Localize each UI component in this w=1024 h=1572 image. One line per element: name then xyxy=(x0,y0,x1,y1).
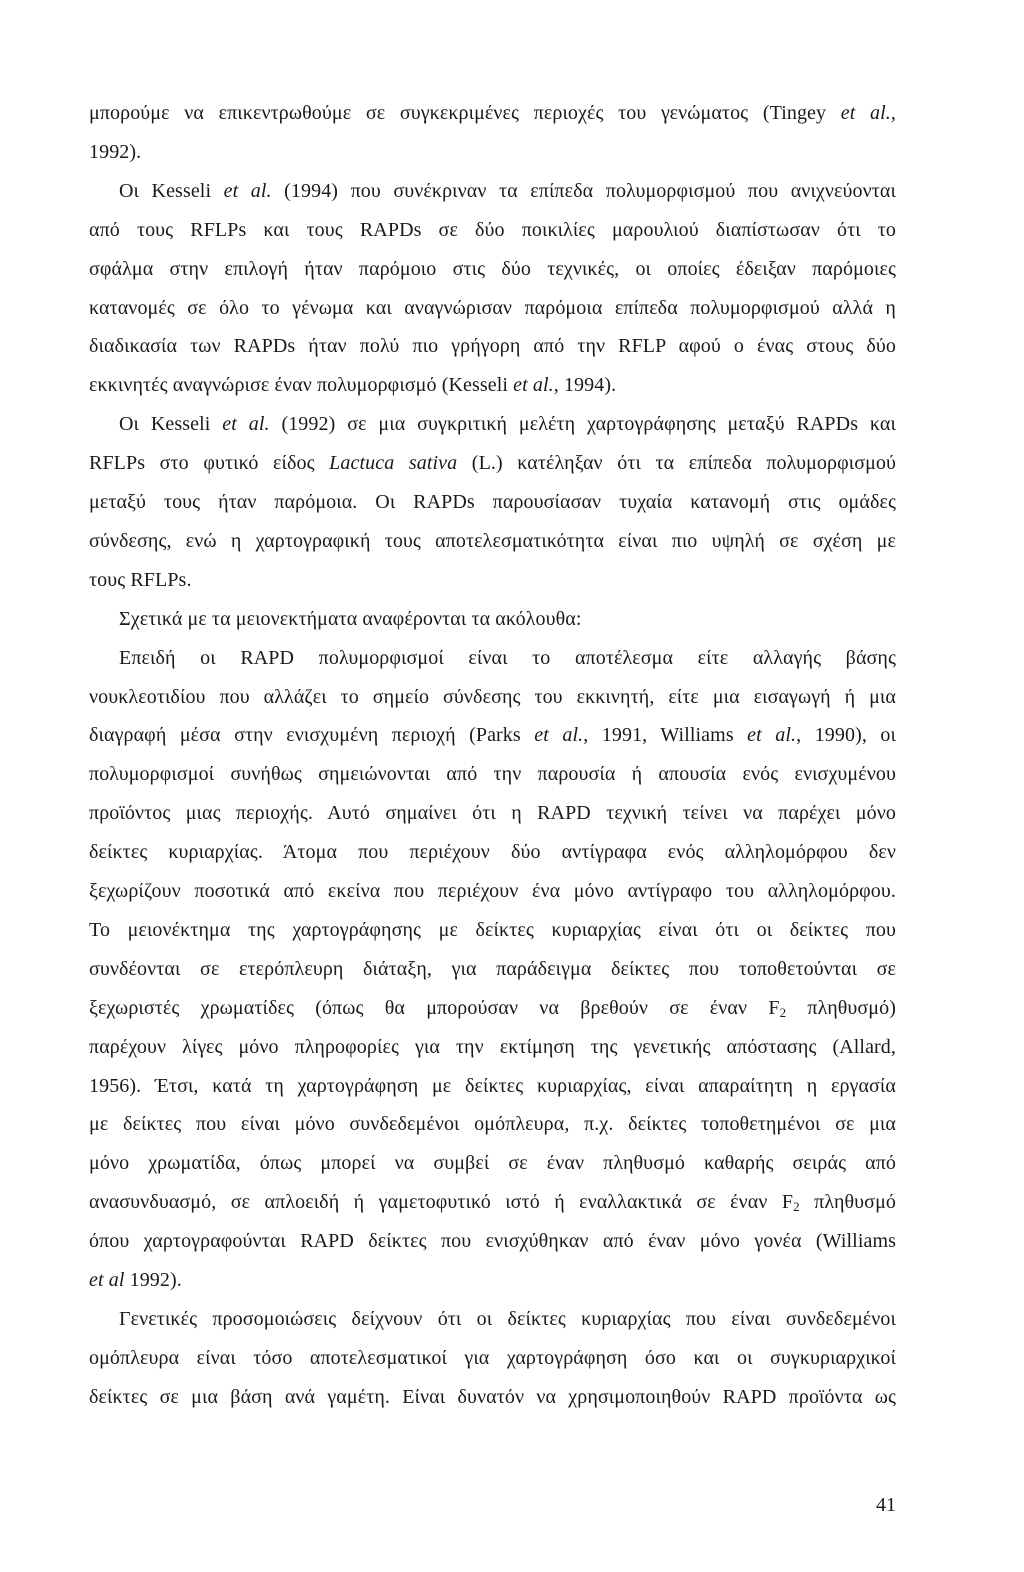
text-line: νουκλεοτιδίου που αλλάζει το σημείο σύνδεσης του εκκινητή, είτε μια εισαγωγή ή μια xyxy=(89,686,896,708)
text-line: μεταξύ τους ήταν παρόμοια. Οι RAPDs παρουσίασαν τυχαία κατανομή στις ομάδες xyxy=(89,491,896,513)
text-line: κατανομές σε όλο το γένωμα και αναγνώρισαν παρόμοια επίπεδα πολυμορφισμού αλλά η xyxy=(89,297,896,319)
text-line: παρέχουν λίγες μόνο πληροφορίες για την εκτίμηση της γενετικής απόστασης (Allard, xyxy=(89,1036,896,1058)
text-line: δείκτες σε μια βάση ανά γαμέτη. Είναι δυνατόν να χρησιμοποιηθούν RAPD προϊόντα ως xyxy=(89,1386,896,1408)
text-line: ομόπλευρα είναι τόσο αποτελεσματικοί για χαρτογράφηση όσο και οι συγκυριαρχικοί xyxy=(89,1347,896,1369)
text-line: πολυμορφισμοί συνήθως σημειώνονται από την παρουσία ή απουσία ενός ενισχυμένου xyxy=(89,763,896,785)
text-line: 1992). xyxy=(89,141,142,163)
text-line: συνδέονται σε ετερόπλευρη διάταξη, για παράδειγμα δείκτες που τοποθετούνται σε xyxy=(89,958,896,980)
text-line: Οι Kesseli et al. (1994) που συνέκριναν τα επίπεδα πολυμορφισμού που ανιχνεύονται xyxy=(119,180,896,202)
text-line: ξεχωρίζουν ποσοτικά από εκείνα που περιέχουν ένα μόνο αντίγραφο του αλληλομόρφου. xyxy=(89,880,896,902)
text-line: δείκτες κυριαρχίας. Άτομα που περιέχουν δύο αντίγραφα ενός αλληλομόρφου δεν xyxy=(89,841,896,863)
text-line: Το μειονέκτημα της χαρτογράφησης με δείκτες κυριαρχίας είναι ότι οι δείκτες που xyxy=(89,919,896,941)
text-line: σύνδεσης, ενώ η χαρτογραφική τους αποτελεσματικότητα είναι πιο υψηλή σε σχέση με xyxy=(89,530,896,552)
text-line: εκκινητές αναγνώρισε έναν πολυμορφισμό (Kesseli et al., 1994). xyxy=(89,374,617,396)
text-line: μόνο χρωματίδα, όπως μπορεί να συμβεί σε έναν πληθυσμό καθαρής σειράς από xyxy=(89,1152,896,1174)
text-line: προϊόντος μιας περιοχής. Αυτό σημαίνει ότι η RAPD τεχνική τείνει να παρέχει μόνο xyxy=(89,802,896,824)
text-line: ξεχωριστές χρωματίδες (όπως θα μπορούσαν να βρεθούν σε έναν $F_2$ πληθυσμό) xyxy=(89,997,896,1020)
text-line: Οι Kesseli et al. (1992) σε μια συγκριτική μελέτη χαρτογράφησης μεταξύ RAPDs και xyxy=(119,413,896,435)
text-line: από τους RFLPs και τους RAPDs σε δύο ποικιλίες μαρουλιού διαπίστωσαν ότι το xyxy=(89,219,896,241)
text-line: σφάλμα στην επιλογή ήταν παρόμοιο στις δύο τεχνικές, οι οποίες έδειξαν παρόμοιες xyxy=(89,258,896,280)
text-line: μπορούμε να επικεντρωθούμε σε συγκεκριμένες περιοχές του γενώματος (Tingey et al., xyxy=(89,102,896,124)
text-line: με δείκτες που είναι μόνο συνδεδεμένοι ομόπλευρα, π.χ. δείκτες τοποθετημένοι σε μια xyxy=(89,1113,896,1135)
text-line: et al 1992). xyxy=(89,1269,182,1291)
text-line: Σχετικά με τα μειονεκτήματα αναφέρονται τα ακόλουθα: xyxy=(119,608,582,630)
text-line: RFLPs στο φυτικό είδος Lactuca sativa (L.) κατέληξαν ότι τα επίπεδα πολυμορφισμού xyxy=(89,452,896,474)
text-line: ανασυνδυασμό, σε απλοειδή ή γαμετοφυτικό ιστό ή εναλλακτικά σε έναν $F_2$ πληθυσμό xyxy=(89,1191,896,1214)
page-number: 41 xyxy=(876,1494,896,1516)
text-line: τους RFLPs. xyxy=(89,569,192,591)
text-line: διαγραφή μέσα στην ενισχυμένη περιοχή (Parks et al., 1991, Williams et al., 1990), οι xyxy=(89,724,896,746)
text-line: διαδικασία των RAPDs ήταν πολύ πιο γρήγορη από την RFLP αφού ο ένας στους δύο xyxy=(89,335,896,357)
text-line: όπου χαρτογραφούνται RAPD δείκτες που ενισχύθηκαν από έναν μόνο γονέα (Williams xyxy=(89,1230,896,1252)
text-line: Γενετικές προσομοιώσεις δείχνουν ότι οι δείκτες κυριαρχίας που είναι συνδεδεμένοι xyxy=(119,1308,896,1330)
text-line: 1956). Έτσι, κατά τη χαρτογράφηση με δείκτες κυριαρχίας, είναι απαραίτητη η εργασία xyxy=(89,1075,896,1097)
text-line: Επειδή οι RAPD πολυμορφισμοί είναι το αποτέλεσμα είτε αλλαγής βάσης xyxy=(119,647,896,669)
